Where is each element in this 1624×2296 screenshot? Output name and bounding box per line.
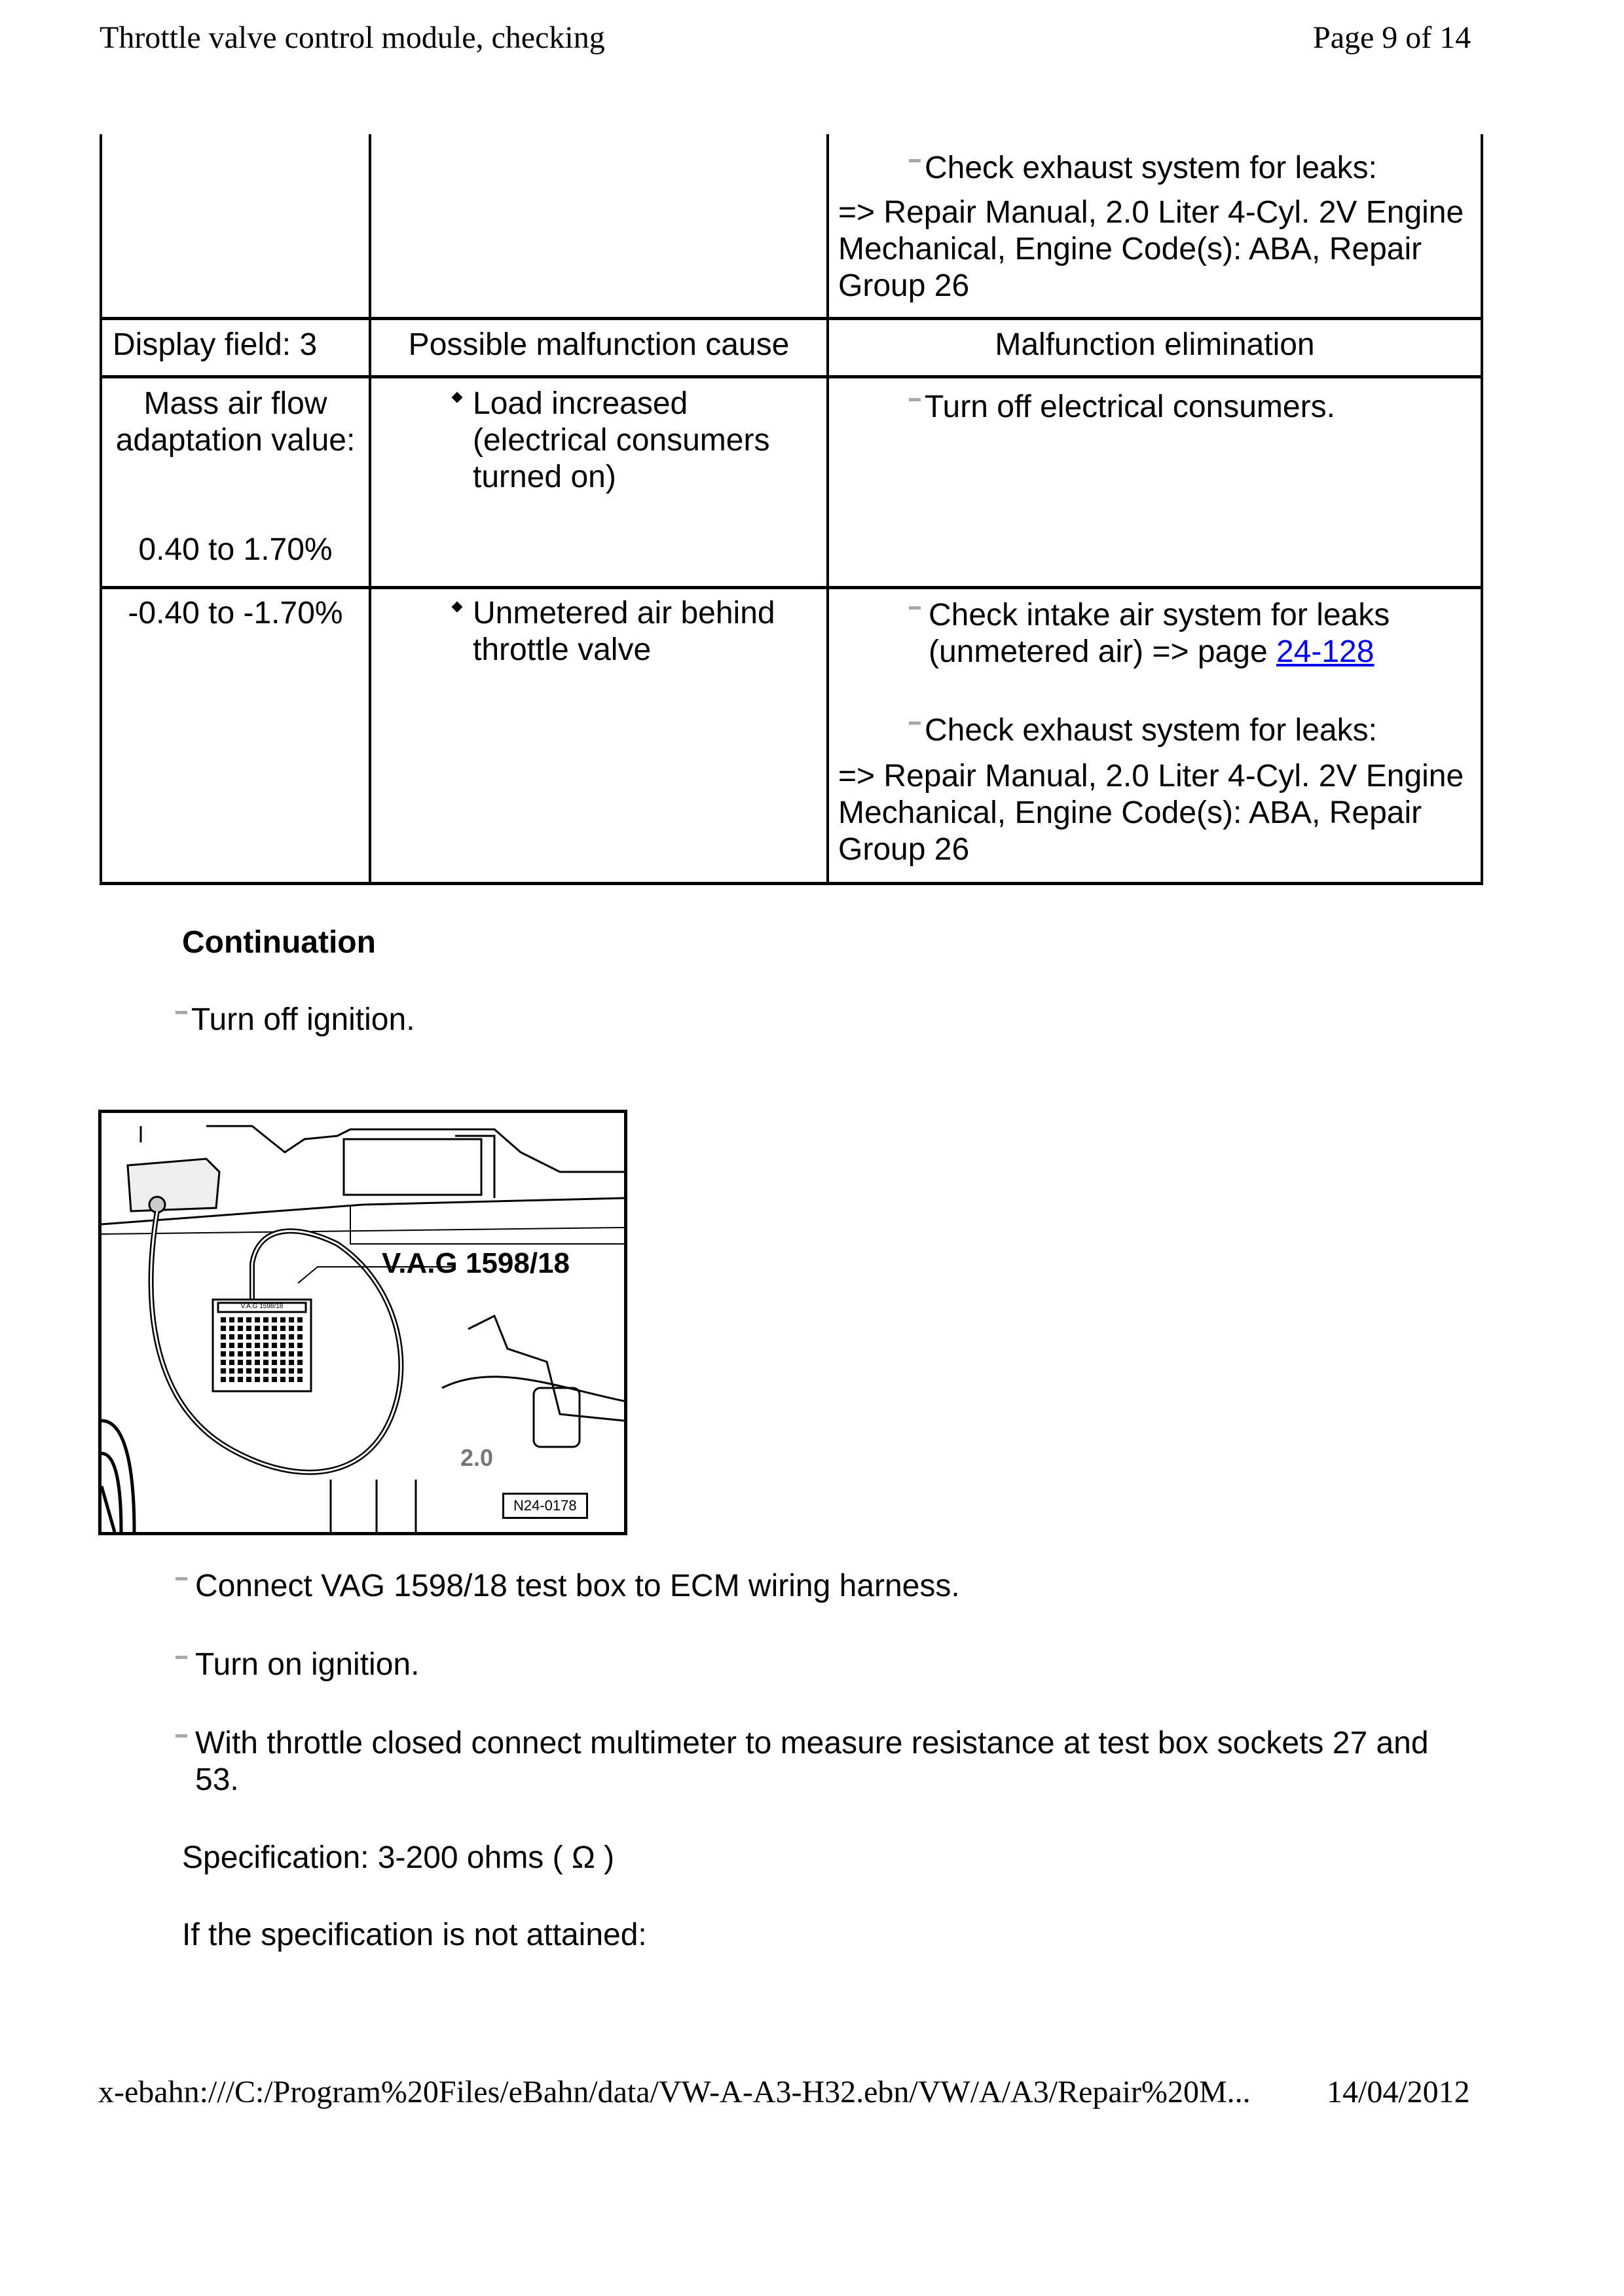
socket-hole: [289, 1360, 294, 1365]
socket-hole: [246, 1334, 251, 1339]
socket-hole: [272, 1360, 277, 1365]
table-rule-bottom: [100, 882, 1483, 885]
socket-hole: [280, 1368, 286, 1374]
figure-id: N24-0178: [502, 1493, 588, 1519]
dash-bullet-icon: [909, 721, 921, 725]
table-row-continued: [909, 150, 1472, 187]
socket-hole: [272, 1377, 277, 1382]
cause-item: [453, 595, 820, 668]
socket-hole: [246, 1351, 251, 1357]
step-text: With throttle closed connect multimeter to measure resistance at test box sockets 27 and 53.: [195, 1726, 1429, 1797]
socket-hole: [280, 1334, 286, 1339]
socket-hole: [238, 1351, 243, 1357]
step-item: [175, 1647, 1459, 1683]
socket-hole: [280, 1343, 286, 1348]
table-rule-row1-bottom: [100, 586, 1483, 589]
table-rule-header-top: [100, 317, 1483, 320]
footer-date: 14/04/2012: [1327, 2075, 1470, 2109]
test-box-label: V.A.G 1598/18: [240, 1303, 284, 1310]
socket-hole: [221, 1360, 226, 1365]
socket-hole: [221, 1368, 226, 1374]
socket-hole: [221, 1377, 226, 1382]
socket-hole: [263, 1360, 268, 1365]
socket-hole: [229, 1351, 234, 1357]
column-header-elimination: Malfunction elimination: [995, 327, 1315, 362]
socket-hole: [272, 1317, 277, 1322]
step-item: [175, 1568, 1459, 1605]
socket-hole: [229, 1334, 234, 1339]
malfunction-table: [100, 134, 1483, 885]
socket-grid: [219, 1316, 306, 1388]
socket-hole: [289, 1351, 294, 1357]
socket-hole: [297, 1317, 303, 1322]
elimination-text: Check intake air system for leaks (unmetered air) => page: [929, 598, 1390, 669]
socket-hole: [221, 1343, 226, 1348]
socket-hole: [280, 1317, 286, 1322]
step-item: [175, 1002, 415, 1038]
cause-text: Unmetered air behind throttle valve: [473, 596, 775, 667]
document-title: Throttle valve control module, checking: [100, 20, 605, 55]
socket-hole: [246, 1317, 251, 1322]
socket-hole: [263, 1317, 268, 1322]
socket-hole: [255, 1368, 260, 1374]
table-divider-2: [826, 134, 829, 885]
socket-hole: [229, 1377, 234, 1382]
socket-hole: [229, 1343, 234, 1348]
engine-figure: [98, 1110, 627, 1535]
socket-hole: [255, 1334, 260, 1339]
diamond-bullet-icon: [452, 602, 463, 613]
socket-hole: [246, 1368, 251, 1374]
dash-bullet-icon: [909, 398, 921, 401]
figure-callout-label: V.A.G 1598/18: [382, 1247, 570, 1279]
socket-hole: [263, 1368, 268, 1374]
socket-hole: [289, 1317, 294, 1322]
table-border-left: [100, 134, 102, 885]
socket-hole: [255, 1351, 260, 1357]
socket-hole: [297, 1360, 303, 1365]
socket-hole: [238, 1326, 243, 1331]
socket-hole: [289, 1377, 294, 1382]
elimination-item: Check exhaust system for leaks:: [925, 151, 1377, 185]
table-rule-header-bottom: [100, 375, 1483, 378]
specification: Specification: 3-200 ohms ( Ω ): [182, 1840, 615, 1875]
dash-bullet-icon: [909, 606, 921, 610]
repair-manual-reference: => Repair Manual, 2.0 Liter 4-Cyl. 2V Engine Mechanical, Engine Code(s): ABA, Repair Group 26: [838, 759, 1464, 867]
engine-badge: 2.0: [460, 1444, 494, 1471]
socket-hole: [297, 1377, 303, 1382]
socket-hole: [229, 1368, 234, 1374]
step-text: Turn off ignition.: [191, 1002, 415, 1037]
socket-hole: [246, 1360, 251, 1365]
socket-hole: [238, 1377, 243, 1382]
socket-hole: [289, 1368, 294, 1374]
socket-hole: [255, 1326, 260, 1331]
socket-hole: [272, 1368, 277, 1374]
socket-hole: [238, 1360, 243, 1365]
dash-bullet-icon: [175, 1577, 187, 1580]
socket-hole: [263, 1343, 268, 1348]
socket-hole: [263, 1334, 268, 1339]
socket-hole: [255, 1360, 260, 1365]
socket-hole: [246, 1326, 251, 1331]
dash-bullet-icon: [175, 1011, 187, 1014]
display-field-value: 0.40 to 1.70%: [138, 532, 333, 567]
footer-url: x-ebahn:///C:/Program%20Files/eBahn/data/VW-A-A3-H32.ebn/VW/A/A3/Repair%20M...: [98, 2075, 1251, 2109]
socket-hole: [238, 1334, 243, 1339]
socket-hole: [221, 1334, 226, 1339]
socket-hole: [229, 1317, 234, 1322]
socket-hole: [238, 1317, 243, 1322]
elimination-text: Turn off electrical consumers.: [925, 390, 1335, 424]
socket-hole: [297, 1351, 303, 1357]
socket-hole: [289, 1334, 294, 1339]
cause-text: Load increased (electrical consumers turned on): [473, 386, 770, 494]
socket-hole: [263, 1351, 268, 1357]
step-text: Turn on ignition.: [195, 1647, 420, 1682]
elimination-item: [909, 597, 1472, 670]
socket-hole: [272, 1343, 277, 1348]
socket-hole: [221, 1317, 226, 1322]
socket-hole: [263, 1326, 268, 1331]
repair-manual-reference: => Repair Manual, 2.0 Liter 4-Cyl. 2V Engine Mechanical, Engine Code(s): ABA, Repair Group 26: [838, 195, 1464, 303]
if-not-attained-note: If the specification is not attained:: [182, 1918, 647, 1952]
page-indicator: Page 9 of 14: [1313, 20, 1471, 55]
socket-hole: [297, 1343, 303, 1348]
socket-hole: [255, 1377, 260, 1382]
cause-item: [453, 386, 820, 496]
socket-hole: [280, 1326, 286, 1331]
socket-hole: [238, 1343, 243, 1348]
socket-hole: [238, 1368, 243, 1374]
elimination-item: [909, 389, 1472, 426]
socket-hole: [229, 1360, 234, 1365]
diamond-bullet-icon: [452, 392, 463, 403]
socket-hole: [272, 1334, 277, 1339]
step-item: [175, 1725, 1459, 1798]
elimination-item: [909, 712, 1472, 749]
display-field-value: -0.40 to -1.70%: [128, 596, 343, 630]
column-header-display-field: Display field: 3: [113, 327, 318, 362]
socket-hole: [289, 1343, 294, 1348]
elimination-text: Check exhaust system for leaks:: [925, 713, 1377, 748]
socket-hole: [272, 1351, 277, 1357]
socket-hole: [229, 1326, 234, 1331]
step-text: Connect VAG 1598/18 test box to ECM wiring harness.: [195, 1569, 960, 1603]
page-link[interactable]: 24-128: [1276, 634, 1375, 669]
socket-hole: [280, 1351, 286, 1357]
socket-hole: [280, 1377, 286, 1382]
socket-hole: [255, 1343, 260, 1348]
socket-hole: [255, 1317, 260, 1322]
section-heading: Continuation: [182, 925, 376, 960]
socket-hole: [280, 1360, 286, 1365]
socket-hole: [297, 1326, 303, 1331]
dash-bullet-icon: [909, 159, 921, 162]
socket-hole: [221, 1351, 226, 1357]
table-border-right: [1481, 134, 1483, 885]
table-divider-1: [369, 134, 371, 885]
display-field-label: Mass air flow adaptation value:: [115, 386, 356, 458]
dash-bullet-icon: [175, 1734, 187, 1738]
dash-bullet-icon: [175, 1656, 187, 1659]
socket-hole: [297, 1334, 303, 1339]
engine-diagram: [101, 1113, 624, 1532]
socket-hole: [221, 1326, 226, 1331]
socket-hole: [289, 1326, 294, 1331]
socket-hole: [263, 1377, 268, 1382]
socket-hole: [246, 1377, 251, 1382]
socket-hole: [297, 1368, 303, 1374]
socket-hole: [246, 1343, 251, 1348]
column-header-cause: Possible malfunction cause: [408, 327, 790, 362]
socket-hole: [272, 1326, 277, 1331]
